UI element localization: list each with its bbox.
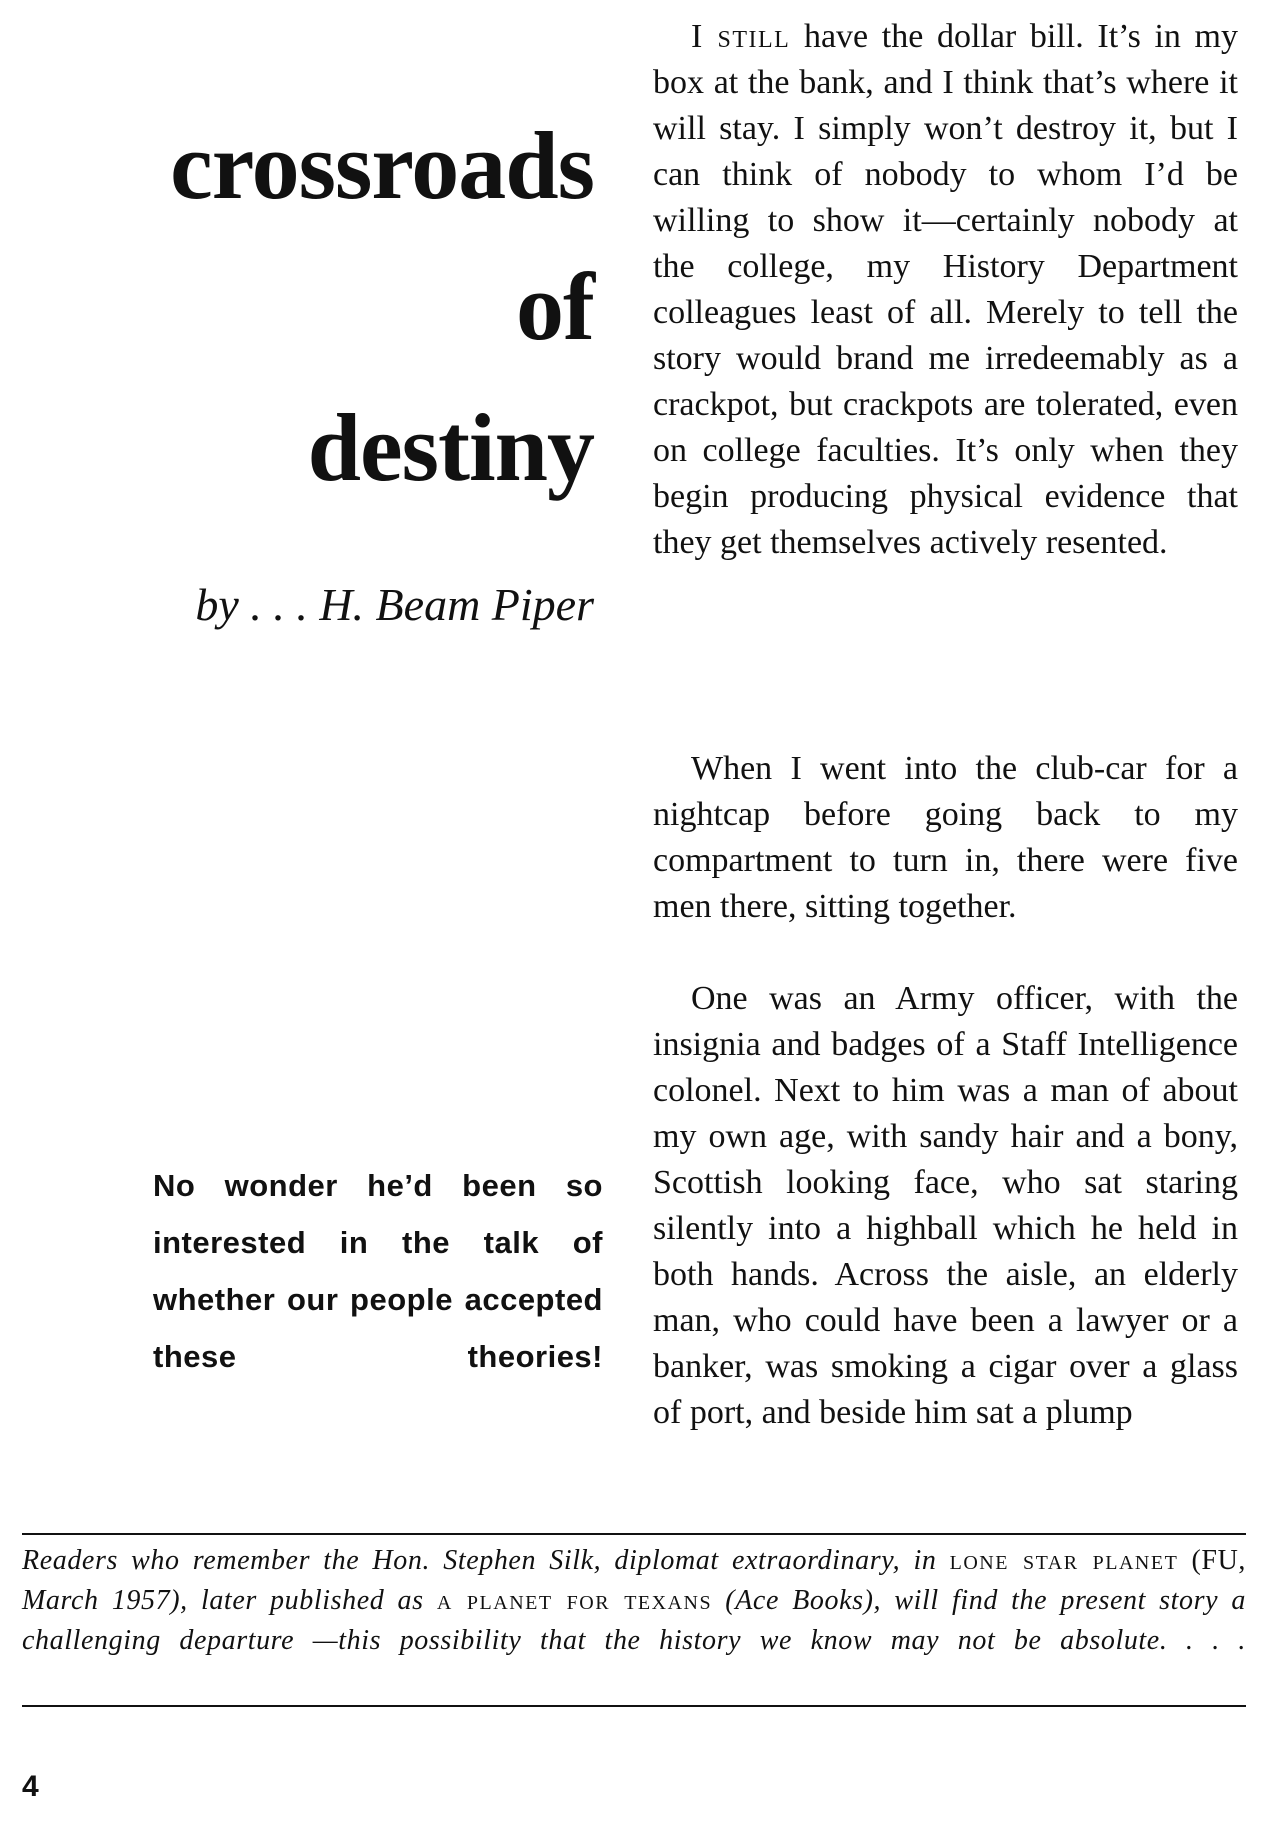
opening-smallcaps: still bbox=[702, 18, 791, 55]
body-paragraph-3 bbox=[653, 976, 1238, 1436]
footnote-rule-bottom bbox=[22, 1705, 1246, 1707]
footnote-book-title-1: lone star planet bbox=[949, 1545, 1179, 1576]
footnote-part-3: March 1957), later published as bbox=[22, 1585, 437, 1616]
pull-quote: No wonder he’d been so interested in the talk of whether our people accepted these theories! bbox=[153, 1168, 603, 1374]
body-paragraph-1 bbox=[653, 14, 1238, 566]
footnote-part-2: (FU, bbox=[1178, 1545, 1246, 1576]
title-line-1: crossroads bbox=[170, 112, 594, 219]
author-byline: by . . . H. Beam Piper bbox=[195, 579, 594, 630]
title-line-2: of bbox=[516, 253, 594, 360]
paragraph-1-text: have the dollar bill. It’s in my box at the bank, and I think that’s where it will stay. I simply won’t destroy it, but I can think of nobody to whom I’d be willing to show it—certainly nobody at the college, my History Department colleagues least of all. Merely to tell the story would brand me irredeemably as a crackpot, but crackpots are tolerated, even on college faculties. It’s only when they begin producing physical evidence that they get themselves actively resented. bbox=[653, 18, 1238, 561]
story-title bbox=[74, 112, 594, 501]
paragraph-3-text: One was an Army officer, with the insignia and badges of a Staff Intelligence colonel. Next to him was a man of about my own age, with sandy hair and a bony, Scottish looking face, who sat staring silently into a highball which he held in both hands. Across the aisle, an elderly man, who could have been a lawyer or a banker, was smoking a cigar over a glass of port, and beside him sat a plump bbox=[653, 980, 1238, 1431]
footnote-book-title-2: a planet for texans bbox=[436, 1585, 713, 1616]
body-paragraph-2 bbox=[653, 746, 1238, 930]
editor-footnote bbox=[22, 1541, 1246, 1661]
footnote-part-1: Readers who remember the Hon. Stephen Silk, diplomat extraordinary, in bbox=[22, 1545, 950, 1576]
paragraph-2-text: When I went into the club-car for a nightcap before going back to my compartment to turn in, there were five men there, sitting together. bbox=[653, 750, 1238, 925]
drop-cap: I bbox=[691, 18, 703, 55]
page-number: 4 bbox=[22, 1770, 39, 1803]
title-line-3: destiny bbox=[307, 394, 594, 501]
footnote-part-4: (Ace Books), will find the present story a challenging departure —this possibility that the history we know may not be absolute. . . . bbox=[22, 1585, 1246, 1656]
footnote-rule-top bbox=[22, 1533, 1246, 1535]
